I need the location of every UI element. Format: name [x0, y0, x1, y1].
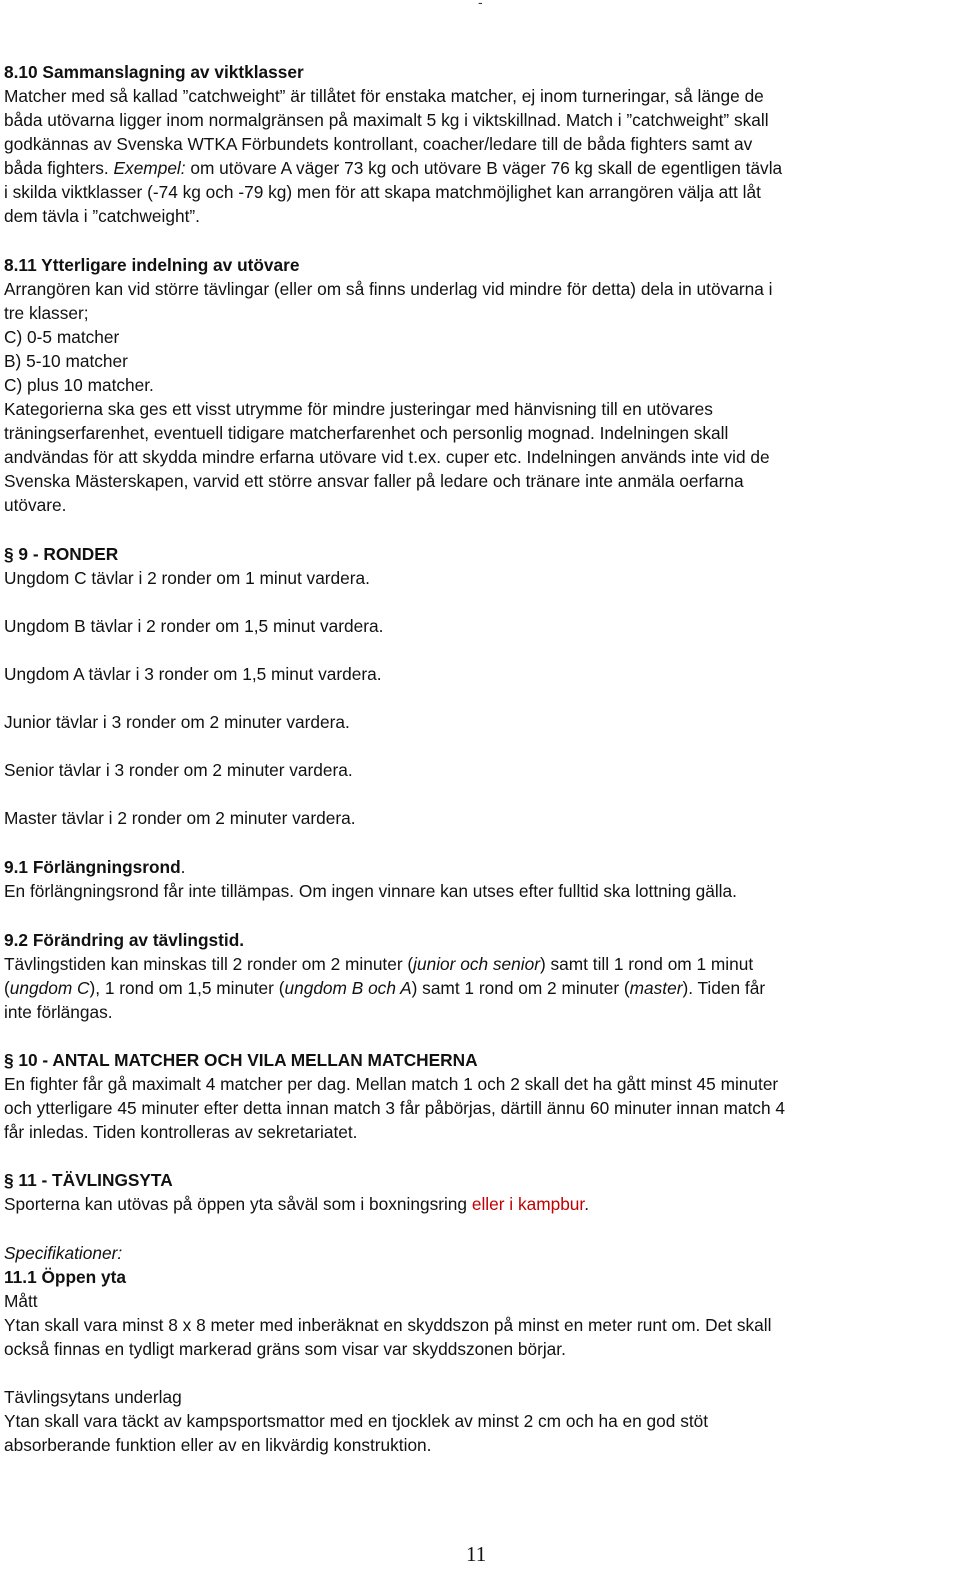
- round-rule: Ungdom B tävlar i 2 ronder om 1,5 minut vardera.: [4, 616, 384, 636]
- round-rule: Senior tävlar i 3 ronder om 2 minuter vardera.: [4, 760, 353, 780]
- specifications-label: Specifikationer:: [4, 1243, 123, 1263]
- paragraph-line: dem tävla i ”catchweight”.: [4, 206, 200, 226]
- text-run-italic: ungdom C: [9, 978, 90, 998]
- paragraph-line: i skilda viktklasser (-74 kg och -79 kg) men för att skapa matchmöjlighet kan arrangören välja att låt: [4, 182, 761, 202]
- paragraph-line: En förlängningsrond får inte tillämpas. Om ingen vinnare kan utses efter fulltid ska lottning gälla.: [4, 881, 737, 901]
- paragraph-line: Ytan skall vara minst 8 x 8 meter med inberäknat en skyddszon på minst en meter runt om. Det skall: [4, 1315, 772, 1335]
- subheading-underlag: Tävlingsytans underlag: [4, 1387, 182, 1407]
- paragraph-line: Ytan skall vara täckt av kampsportsmattor med en tjocklek av minst 2 cm och ha en god stöt: [4, 1411, 709, 1431]
- paragraph-line: tre klasser;: [4, 303, 89, 323]
- section-10-heading: § 10 - ANTAL MATCHER OCH VILA MELLAN MATCHERNA: [4, 1050, 478, 1070]
- paragraph-line: utövare.: [4, 495, 67, 515]
- round-rule: Ungdom C tävlar i 2 ronder om 1 minut vardera.: [4, 568, 370, 588]
- paragraph-line: [4, 156, 782, 180]
- top-mark: -: [478, 0, 483, 10]
- example-label: Exempel:: [113, 158, 186, 178]
- text-run: Sporterna kan utövas på öppen yta såväl som i boxningsring: [4, 1194, 472, 1214]
- section-11-heading: § 11 - TÄVLINGSYTA: [4, 1170, 173, 1190]
- text-run: båda fighters.: [4, 158, 114, 178]
- paragraph-line: andvändas för att skydda mindre erfarna utövare vid t.ex. cuper etc. Indelningen används inte vid de: [4, 447, 770, 467]
- section-9-2-heading: 9.2 Förändring av tävlingstid.: [4, 930, 245, 950]
- paragraph-line: En fighter får gå maximalt 4 matcher per dag. Mellan match 1 och 2 skall det ha gått minst 45 minuter: [4, 1074, 779, 1094]
- section-11-1-heading: 11.1 Öppen yta: [4, 1267, 126, 1287]
- round-rule: Ungdom A tävlar i 3 ronder om 1,5 minut vardera.: [4, 664, 382, 684]
- paragraph-line: träningserfarenhet, eventuell tidigare matcherfarenhet och personlig mognad. Indelningen skall: [4, 423, 729, 443]
- text-run: ) samt till 1 rond om 1 minut: [539, 954, 754, 974]
- paragraph-line: inte förlängas.: [4, 1002, 113, 1022]
- paragraph-line: Matcher med så kallad ”catchweight” är tillåtet för enstaka matcher, ej inom turneringar, så länge de: [4, 86, 764, 106]
- subheading-matt: Mått: [4, 1291, 38, 1311]
- paragraph-line: [4, 952, 753, 976]
- section-8-10-heading: 8.10 Sammanslagning av viktklasser: [4, 62, 304, 82]
- text-run: (: [4, 978, 10, 998]
- text-run: Tävlingstiden kan minskas till 2 ronder om 2 minuter (: [4, 954, 414, 974]
- text-run: ), 1 rond om 1,5 minuter (: [89, 978, 285, 998]
- highlight-red-text: eller i kampbur: [471, 1194, 585, 1214]
- heading-dot: .: [180, 857, 186, 877]
- paragraph-line: båda utövarna ligger inom normalgränsen på maximalt 5 kg i viktskillnad. Match i ”catchweight” skall: [4, 110, 769, 130]
- paragraph-line: Svenska Mästerskapen, varvid ett större ansvar faller på ledare och tränare inte anmäla oerfarna: [4, 471, 744, 491]
- class-item: C) 0-5 matcher: [4, 327, 120, 347]
- paragraph-line: absorberande funktion eller av en likvärdig konstruktion.: [4, 1435, 432, 1455]
- paragraph-line: också finnas en tydligt markerad gräns som visar var skyddszonen börjar.: [4, 1339, 566, 1359]
- text-run: om utövare A väger 73 kg och utövare B väger 76 kg skall de egentligen tävla: [185, 158, 783, 178]
- text-run: .: [584, 1194, 590, 1214]
- text-run-italic: ungdom B och A: [284, 978, 412, 998]
- text-run-italic: junior och senior: [413, 954, 540, 974]
- text-run: ) samt 1 rond om 2 minuter (: [411, 978, 630, 998]
- paragraph-line: och ytterligare 45 minuter efter detta innan match 3 får påbörjas, därtill ännu 60 minuter innan match 4: [4, 1098, 785, 1118]
- paragraph-line: får inledas. Tiden kontrolleras av sekretariatet.: [4, 1122, 358, 1142]
- paragraph-line: [4, 976, 765, 1000]
- paragraph-line: Kategorierna ska ges ett visst utrymme för mindre justeringar med hänvisning till en utövares: [4, 399, 713, 419]
- round-rule: Master tävlar i 2 ronder om 2 minuter vardera.: [4, 808, 356, 828]
- paragraph-line: [4, 1192, 589, 1216]
- heading-text: 9.1 Förlängningsrond: [4, 857, 181, 877]
- class-item: C) plus 10 matcher.: [4, 375, 154, 395]
- class-item: B) 5-10 matcher: [4, 351, 128, 371]
- round-rule: Junior tävlar i 3 ronder om 2 minuter vardera.: [4, 712, 350, 732]
- paragraph-line: godkännas av Svenska WTKA Förbundets kontrollant, coacher/ledare till de båda fighters samt av: [4, 134, 753, 154]
- paragraph-line: Arrangören kan vid större tävlingar (eller om så finns underlag vid mindre för detta) dela in utövarna i: [4, 279, 773, 299]
- section-9-1-heading: [4, 855, 185, 879]
- section-8-11-heading: 8.11 Ytterligare indelning av utövare: [4, 255, 300, 275]
- section-9-heading: § 9 - RONDER: [4, 544, 119, 564]
- text-run-italic: master: [629, 978, 683, 998]
- text-run: ). Tiden får: [682, 978, 766, 998]
- page-number: 11: [466, 1542, 487, 1566]
